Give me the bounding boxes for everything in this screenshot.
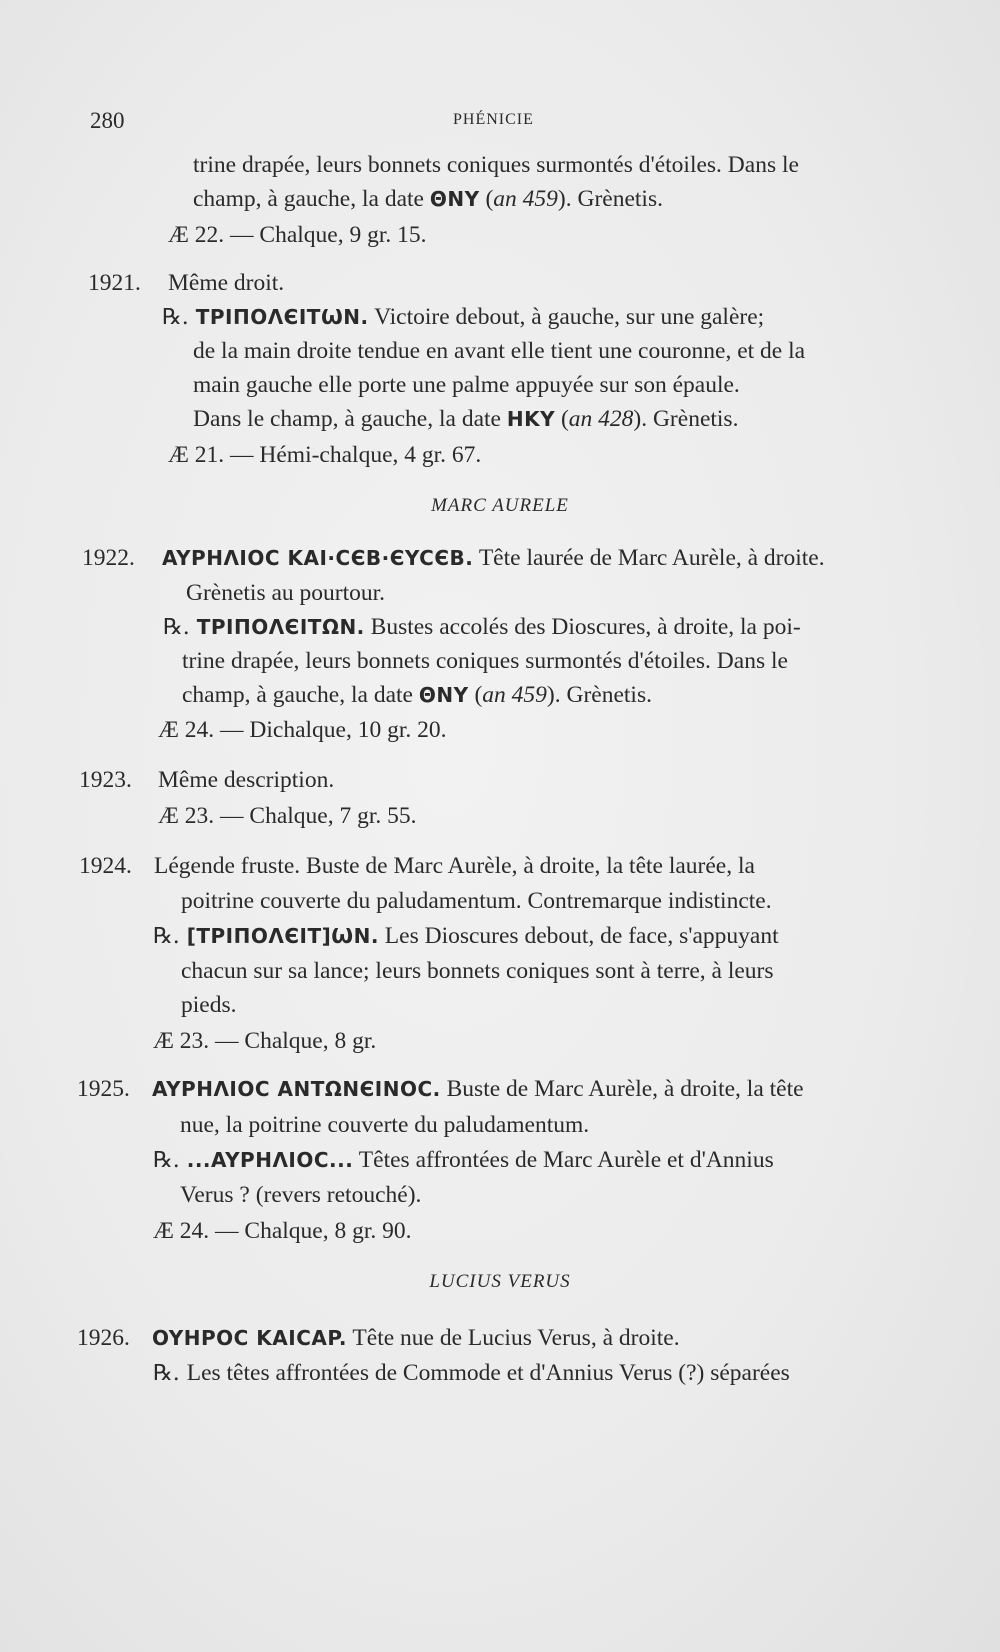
line-text: poitrine couverte du paludamentum. Contremarque indistincte.	[181, 888, 772, 914]
text-line	[82, 543, 825, 573]
line-text: Les têtes affrontées de Commode et d'Annius Verus (?) séparées	[186, 1360, 790, 1386]
text-line	[181, 990, 236, 1020]
entry-number: 1924.	[79, 853, 132, 879]
line-text: Æ 23. — Chalque, 7 gr. 55.	[158, 803, 417, 829]
text-line	[88, 268, 284, 298]
reverse-symbol: ℞.	[153, 924, 187, 949]
greek-legend: TPIΠOΛЄITѠN.	[195, 305, 369, 329]
text-line	[181, 956, 774, 986]
text-line	[158, 715, 447, 745]
text-line	[168, 220, 427, 250]
line-text: (	[479, 186, 494, 212]
line-text: Dans le champ, à gauche, la date	[193, 406, 507, 432]
entry-number: 1921.	[88, 270, 141, 296]
line-text: ). Grènetis.	[557, 186, 663, 212]
line-text: trine drapée, leurs bonnets coniques surmontés d'étoiles. Dans le	[193, 152, 799, 178]
greek-legend: [TPIΠOΛЄIT]ѠN.	[186, 924, 379, 948]
section-heading: MARC AURELE	[431, 495, 569, 516]
line-text: Tête laurée de Marc Aurèle, à droite.	[473, 545, 825, 571]
line-text: Æ 24. — Dichalque, 10 gr. 20.	[158, 717, 447, 743]
greek-legend: ...AYPHΛIOC...	[186, 1148, 354, 1172]
text-line	[158, 801, 417, 831]
line-text: ). Grènetis.	[633, 406, 739, 432]
line-text: Æ 24. — Chalque, 8 gr. 90.	[153, 1218, 412, 1244]
text-line	[193, 184, 663, 214]
greek-legend: ΘNY	[429, 187, 480, 211]
text-line	[77, 1323, 680, 1353]
line-text: Les Dioscures debout, de face, s'appuyant	[378, 923, 779, 949]
text-line	[182, 680, 652, 710]
text-line	[181, 886, 772, 916]
line-text: Verus ? (revers retouché).	[180, 1182, 422, 1208]
line-text: trine drapée, leurs bonnets coniques surmontés d'étoiles. Dans le	[182, 648, 788, 674]
text-line	[180, 1180, 421, 1210]
line-text: Æ 22. — Chalque, 9 gr. 15.	[168, 222, 427, 248]
line-text: de la main droite tendue en avant elle tient une couronne, et de la	[193, 338, 806, 364]
running-header	[0, 108, 1000, 138]
greek-legend: ΘNY	[418, 683, 469, 707]
line-text: Têtes affrontées de Marc Aurèle et d'Annius	[353, 1147, 774, 1173]
line-text: Grènetis au pourtour.	[186, 580, 386, 606]
text-line	[153, 1145, 774, 1176]
line-text: Même description.	[158, 767, 335, 793]
reverse-symbol: ℞.	[153, 1148, 187, 1173]
text-line	[186, 578, 385, 608]
text-line	[168, 440, 481, 470]
text-line	[193, 404, 738, 434]
text-line	[162, 302, 764, 333]
reverse-symbol: ℞.	[153, 1361, 187, 1386]
date-note: an 459	[482, 682, 547, 708]
line-text: Légende fruste. Buste de Marc Aurèle, à droite, la tête laurée, la	[154, 853, 755, 879]
text-line	[163, 612, 801, 643]
text-line	[153, 1026, 376, 1056]
date-note: an 428	[568, 406, 634, 432]
reverse-symbol: ℞.	[163, 615, 197, 640]
text-line	[182, 646, 788, 676]
text-line	[153, 1216, 412, 1246]
text-line	[79, 851, 755, 881]
entry-number: 1922.	[82, 545, 135, 571]
text-line	[193, 150, 799, 180]
line-text: champ, à gauche, la date	[193, 186, 430, 212]
entry-number: 1925.	[77, 1076, 130, 1102]
header-title: PHÉNICIE	[453, 111, 534, 128]
text-line	[180, 1110, 589, 1140]
text-line	[153, 921, 779, 952]
line-text: nue, la poitrine couverte du paludamentum.	[180, 1112, 590, 1138]
greek-legend: OYHPOC KAICAP.	[152, 1326, 347, 1350]
line-text: (	[468, 682, 483, 708]
text-line	[153, 1358, 790, 1389]
section-heading: LUCIUS VERUS	[429, 1271, 571, 1292]
text-line	[193, 370, 740, 400]
line-text: main gauche elle porte une palme appuyée sur son épaule.	[193, 372, 740, 398]
entry-number: 1923.	[79, 767, 132, 793]
greek-legend: HKY	[506, 407, 556, 431]
greek-legend: AYPHΛIOC ANTΩNЄINOC.	[152, 1077, 441, 1101]
line-text: champ, à gauche, la date	[182, 682, 419, 708]
line-text: Même droit.	[168, 270, 285, 296]
line-text: Æ 21. — Hémi-chalque, 4 gr. 67.	[168, 442, 482, 468]
line-text: Tête nue de Lucius Verus, à droite.	[346, 1325, 680, 1351]
greek-legend: AYPHΛIOC KAI·CЄB·ЄYCЄB.	[162, 546, 474, 570]
text-line	[77, 1074, 804, 1104]
line-text: chacun sur sa lance; leurs bonnets coniques sont à terre, à leurs	[181, 958, 774, 984]
line-text: Æ 23. — Chalque, 8 gr.	[153, 1028, 377, 1054]
page-number: 280	[90, 108, 125, 133]
line-text: pieds.	[181, 992, 237, 1018]
reverse-symbol: ℞.	[162, 305, 196, 330]
greek-legend: TPIΠOΛЄITΩN.	[196, 615, 365, 639]
line-text: Victoire debout, à gauche, sur une galère;	[368, 304, 765, 330]
line-text: ). Grènetis.	[546, 682, 652, 708]
entry-number: 1926.	[77, 1325, 130, 1351]
line-text: Bustes accolés des Dioscures, à droite, la poi-	[364, 614, 801, 640]
text-line	[193, 336, 805, 366]
line-text: Buste de Marc Aurèle, à droite, la tête	[440, 1076, 804, 1102]
date-note: an 459	[493, 186, 558, 212]
line-text: (	[555, 406, 569, 432]
text-line	[79, 765, 334, 795]
